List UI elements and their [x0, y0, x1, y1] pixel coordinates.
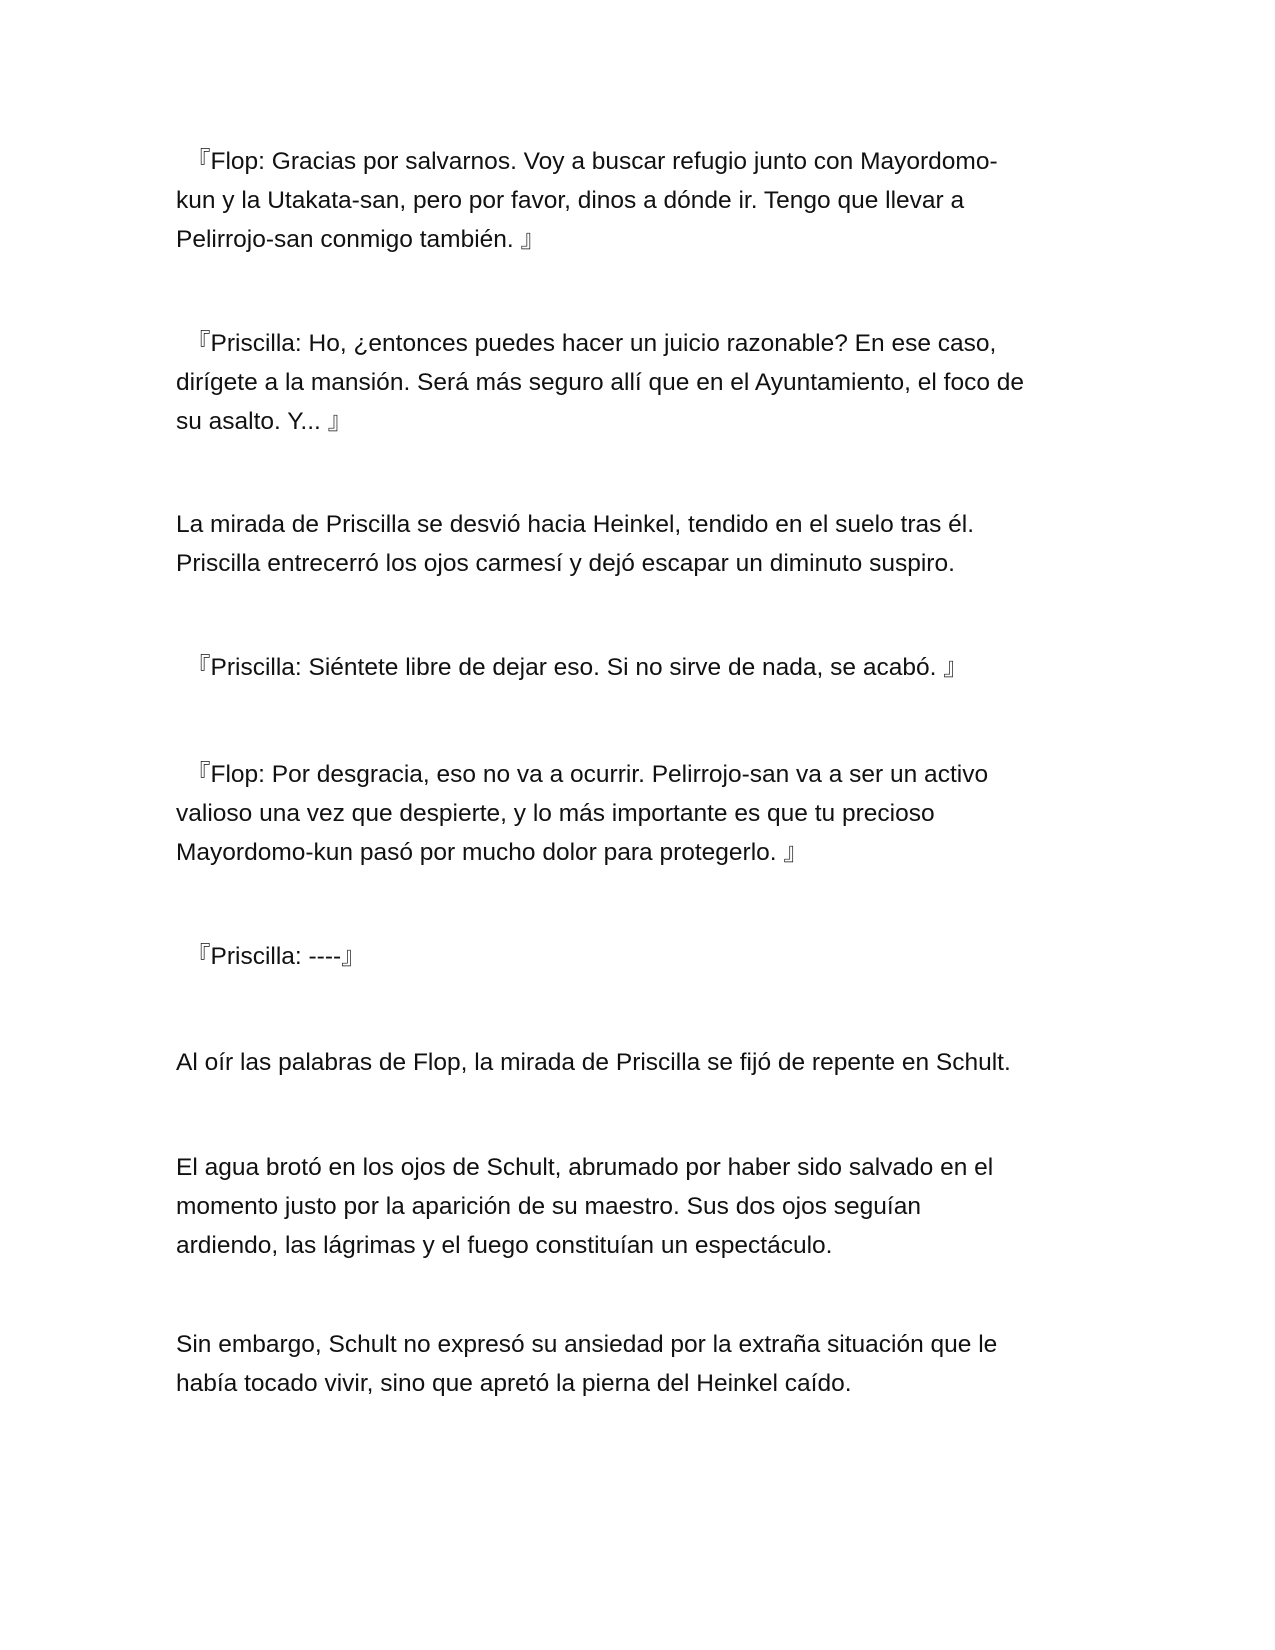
paragraph-flop-words	[176, 1043, 1096, 1082]
paragraph-priscilla-glance	[176, 505, 1096, 583]
text-line: kun y la Utakata-san, pero por favor, dinos a dónde ir. Tengo que llevar a	[176, 187, 965, 214]
paragraph-priscilla-mansion	[176, 324, 1096, 441]
paragraph-schult-tears	[176, 1148, 1096, 1265]
text-line: Mayordomo-kun pasó por mucho dolor para protegerlo. 』	[176, 839, 808, 866]
text-line: Priscilla entrecerró los ojos carmesí y dejó escapar un diminuto suspiro.	[176, 550, 955, 577]
paragraph-schult-grip	[176, 1325, 1096, 1403]
text-line: valioso una vez que despierte, y lo más importante es que tu precioso	[176, 800, 935, 827]
text-line: Pelirrojo-san conmigo también. 』	[176, 226, 546, 253]
paragraph-flop-thanks	[176, 142, 1096, 259]
text-line: momento justo por la aparición de su maestro. Sus dos ojos seguían	[176, 1193, 921, 1220]
paragraph-priscilla-silence	[176, 937, 1096, 976]
text-line: había tocado vivir, sino que apretó la pierna del Heinkel caído.	[176, 1370, 852, 1397]
paragraph-flop-asset	[176, 755, 1096, 872]
text-line: 『Priscilla: Ho, ¿entonces puedes hacer un juicio razonable? En ese caso,	[186, 330, 997, 357]
text-line: su asalto. Y... 』	[176, 408, 353, 435]
paragraph-priscilla-leave	[176, 648, 1096, 687]
text-line: Al oír las palabras de Flop, la mirada de Priscilla se fijó de repente en Schult.	[176, 1049, 1011, 1076]
text-line: ardiendo, las lágrimas y el fuego constituían un espectáculo.	[176, 1232, 833, 1259]
text-line: Sin embargo, Schult no expresó su ansiedad por la extraña situación que le	[176, 1331, 998, 1358]
text-line: El agua brotó en los ojos de Schult, abrumado por haber sido salvado en el	[176, 1154, 994, 1181]
text-line: 『Flop: Por desgracia, eso no va a ocurrir. Pelirrojo-san va a ser un activo	[186, 761, 989, 788]
text-line: 『Priscilla: ----』	[186, 943, 366, 970]
text-line: 『Priscilla: Siéntete libre de dejar eso. Si no sirve de nada, se acabó. 』	[186, 654, 968, 681]
text-line: 『Flop: Gracias por salvarnos. Voy a buscar refugio junto con Mayordomo-	[186, 148, 998, 175]
text-line: dirígete a la mansión. Será más seguro allí que en el Ayuntamiento, el foco de	[176, 369, 1025, 396]
text-line: La mirada de Priscilla se desvió hacia Heinkel, tendido en el suelo tras él.	[176, 511, 975, 538]
